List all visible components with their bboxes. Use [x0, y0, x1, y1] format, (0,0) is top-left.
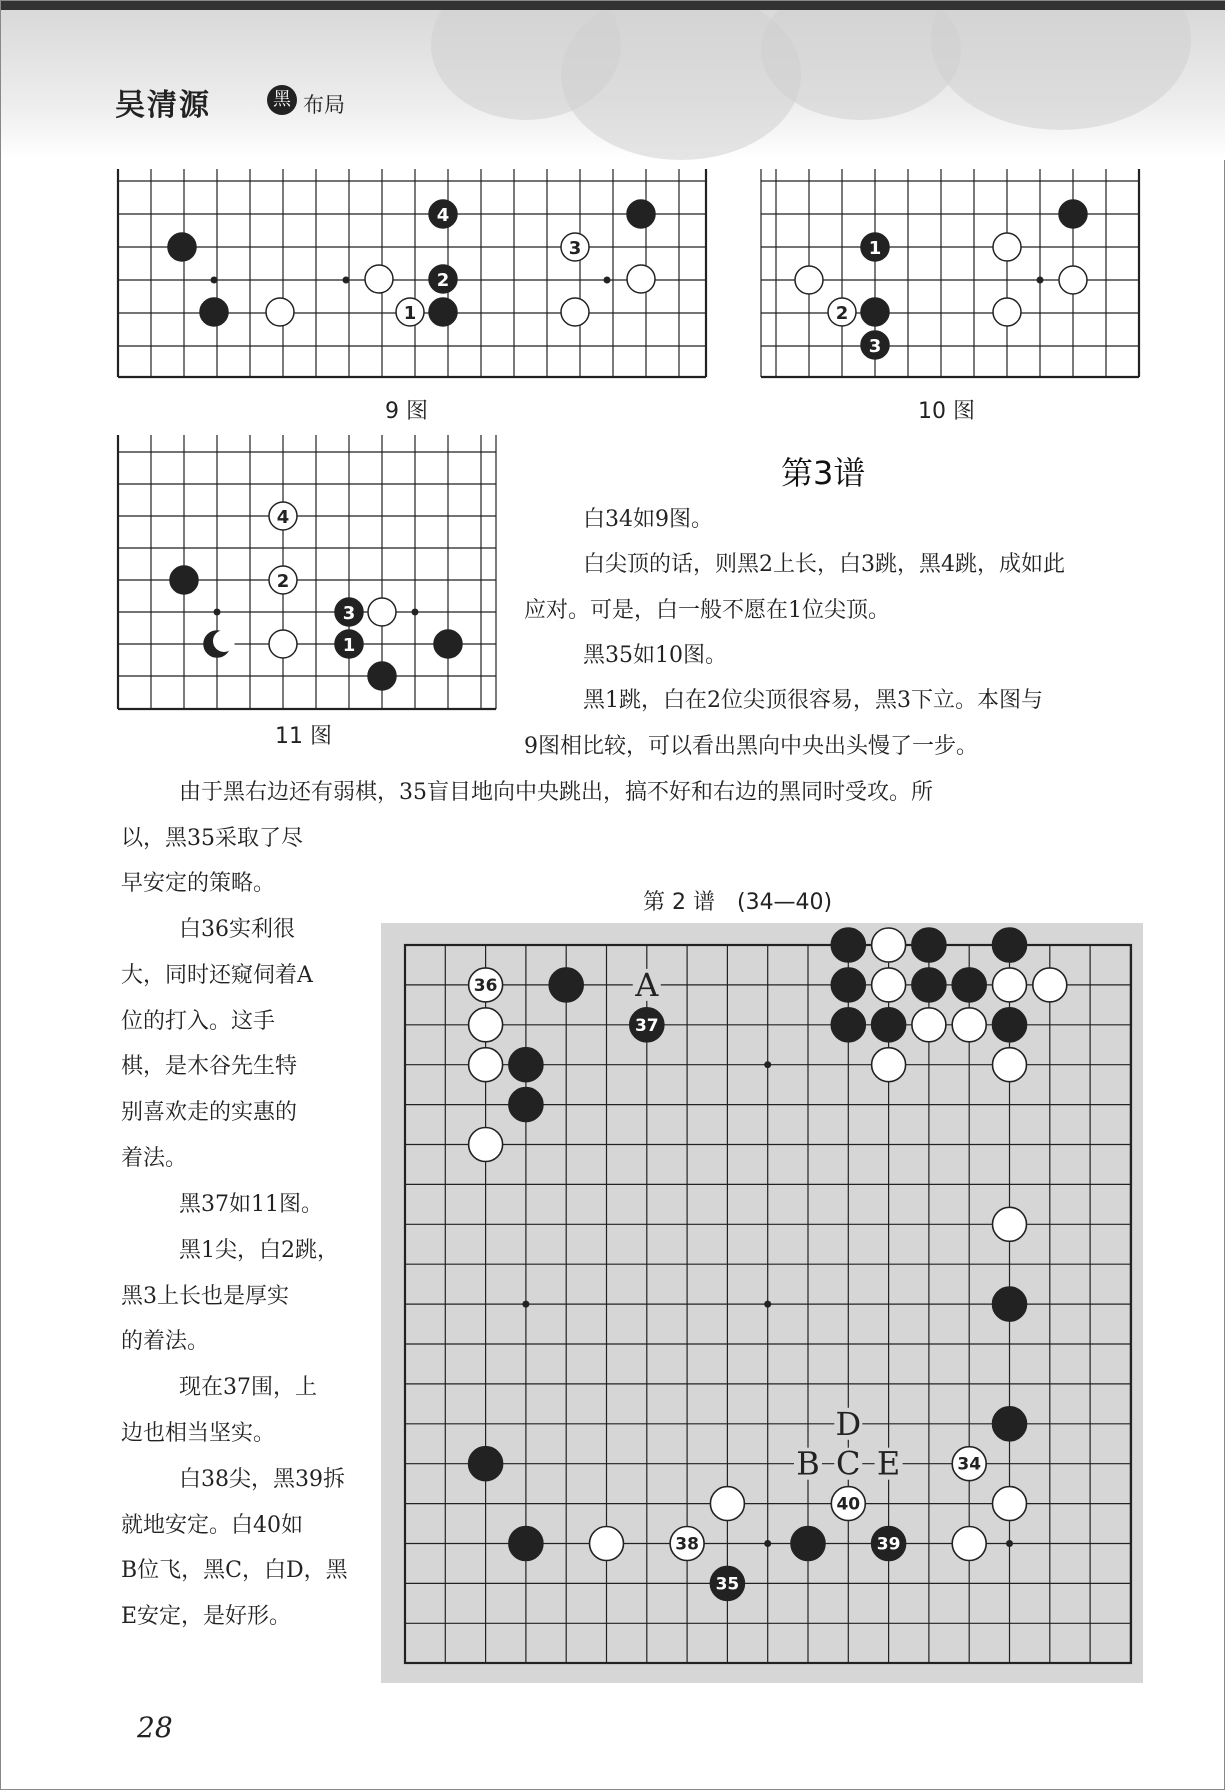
black-stone [831, 928, 865, 962]
black-stone [469, 1447, 503, 1481]
paragraph-line: 黑1跳，白在2位尖顶很容易，黑3下立。本图与 [583, 688, 1043, 713]
board-letter-C: C [836, 1444, 861, 1483]
header-decoration [931, 10, 1191, 130]
go-diagram-fig11 [111, 429, 501, 714]
black-stone [509, 1527, 543, 1561]
svg-text:3: 3 [868, 336, 882, 357]
black-stone [549, 968, 583, 1002]
paragraph-line: 黑1尖，白2跳， [179, 1238, 339, 1263]
black-stone [912, 968, 946, 1002]
paragraph-line: 白36实利很 [179, 917, 295, 942]
go-diagram-fig9 [111, 164, 711, 379]
svg-text:4: 4 [276, 507, 290, 528]
svg-text:4: 4 [436, 205, 450, 226]
top-border [1, 1, 1225, 10]
paragraph-line: 黑37如11图。 [179, 1192, 323, 1217]
board-letter-B: B [796, 1444, 820, 1483]
black-stone [831, 1008, 865, 1042]
board-title: 第 2 谱 (34—40) [643, 890, 833, 915]
svg-text:2: 2 [835, 303, 849, 324]
paragraph-line: 棋，是木谷先生特 [121, 1054, 298, 1079]
paragraph-line: 白38尖，黑39拆 [179, 1467, 345, 1492]
board-letter-D: D [835, 1404, 862, 1443]
move-number-label: 35 [715, 1574, 740, 1595]
paragraph-line: 就地安定。白40如 [121, 1513, 303, 1538]
star-point [764, 1540, 771, 1547]
black-stone [509, 1048, 543, 1082]
star-point [1006, 1540, 1013, 1547]
black-stone [912, 928, 946, 962]
book-title: 吴清源 [115, 88, 211, 123]
black-stone-badge: 黑 [267, 85, 297, 115]
white-stone [872, 968, 906, 1002]
black-stone [831, 968, 865, 1002]
move-number-label: 39 [876, 1534, 901, 1555]
go-board-main [381, 923, 1143, 1683]
move-number-label: 40 [836, 1494, 861, 1515]
figure-caption: 10 图 [918, 399, 975, 424]
white-stone [952, 1527, 986, 1561]
svg-text:2: 2 [276, 571, 290, 592]
black-stone [952, 968, 986, 1002]
paragraph-line: 着法。 [121, 1146, 188, 1171]
white-stone [993, 1048, 1027, 1082]
svg-text:1: 1 [342, 635, 356, 656]
paragraph-line: 的着法。 [121, 1329, 210, 1354]
white-stone [993, 968, 1027, 1002]
white-stone [993, 1487, 1027, 1521]
white-stone [993, 1207, 1027, 1241]
white-stone [469, 1008, 503, 1042]
black-stone [509, 1088, 543, 1122]
paragraph-line: 大，同时还窥伺着A [121, 963, 313, 988]
paragraph-line: B位飞，黑C，白D，黑 [121, 1558, 348, 1583]
move-number-label: 36 [473, 975, 498, 996]
black-stone [872, 1008, 906, 1042]
white-stone [872, 1048, 906, 1082]
paragraph-line: 应对。可是，白一般不愿在1位尖顶。 [524, 598, 890, 623]
paragraph-line: 别喜欢走的实惠的 [121, 1100, 298, 1125]
black-stone [993, 1008, 1027, 1042]
move-number-label: 37 [634, 1015, 659, 1036]
paragraph-line: 黑35如10图。 [583, 643, 727, 668]
go-diagram-fig10 [756, 164, 1146, 379]
paragraph-line: 以，黑35采取了尽 [121, 826, 303, 851]
white-stone [1033, 968, 1067, 1002]
move-number-label: 38 [675, 1534, 699, 1555]
paragraph-line: 现在37围，上 [179, 1375, 317, 1400]
paragraph-line: E安定，是好形。 [121, 1604, 292, 1629]
svg-text:3: 3 [568, 238, 582, 259]
svg-text:2: 2 [436, 270, 450, 291]
paragraph-line: 白尖顶的话，则黑2上长，白3跳，黑4跳，成如此 [583, 552, 1065, 577]
white-stone [710, 1487, 744, 1521]
board-letter-A: A [635, 965, 659, 1004]
black-stone [993, 1287, 1027, 1321]
star-point [764, 1301, 771, 1308]
white-stone [912, 1008, 946, 1042]
board-letter-E: E [876, 1444, 901, 1483]
white-stone [469, 1128, 503, 1162]
white-stone [872, 928, 906, 962]
figure-caption: 9 图 [385, 399, 428, 424]
svg-text:1: 1 [403, 303, 417, 324]
paragraph-line: 边也相当坚实。 [121, 1421, 276, 1446]
white-stone [590, 1527, 624, 1561]
black-stone [993, 1407, 1027, 1441]
paragraph-line: 由于黑右边还有弱棋，35盲目地向中央跳出，搞不好和右边的黑同时受攻。所 [179, 780, 933, 805]
figure-caption: 11 图 [275, 724, 332, 749]
black-stone [791, 1527, 825, 1561]
white-stone [469, 1048, 503, 1082]
section-title: 第3谱 [781, 454, 866, 492]
star-point [764, 1061, 771, 1068]
star-point [522, 1301, 529, 1308]
paragraph-line: 白34如9图。 [583, 507, 713, 532]
black-stone [993, 928, 1027, 962]
white-stone [952, 1008, 986, 1042]
svg-text:1: 1 [868, 238, 882, 259]
move-number-label: 34 [957, 1454, 982, 1475]
paragraph-line: 位的打入。这手 [121, 1009, 276, 1034]
paragraph-line: 早安定的策略。 [121, 871, 276, 896]
paragraph-line: 9图相比较，可以看出黑向中央出头慢了一步。 [524, 734, 978, 759]
paragraph-line: 黑3上长也是厚实 [121, 1284, 289, 1309]
svg-text:3: 3 [342, 603, 356, 624]
page-number: 28 [137, 1711, 173, 1744]
book-subtitle: 布局 [303, 93, 345, 117]
